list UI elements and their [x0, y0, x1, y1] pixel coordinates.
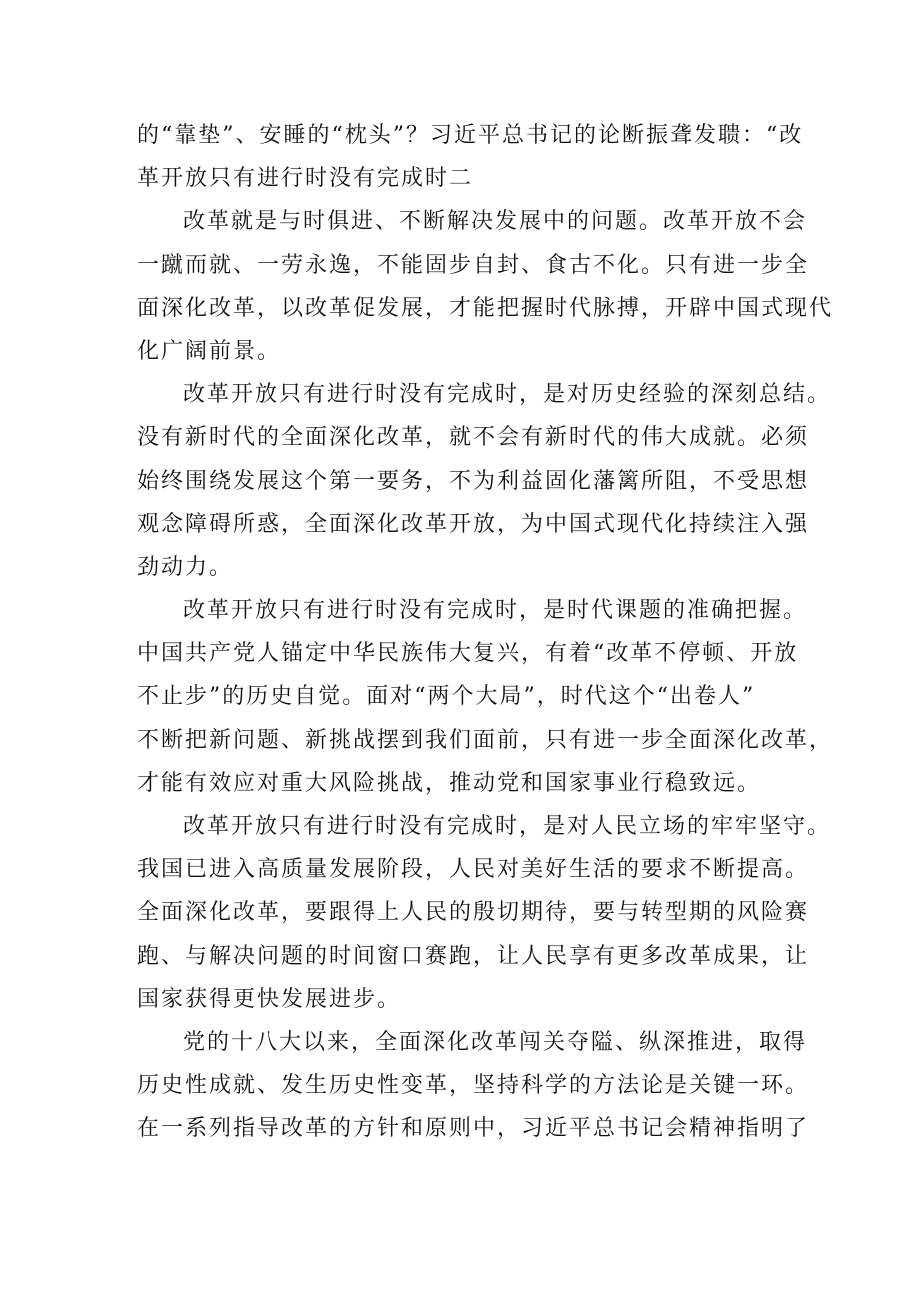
text-line: 不断把新问题、新挑战摆到我们面前，只有进一步全面深化改革，	[137, 727, 834, 753]
text-line: 跑、与解决问题的时间窗口赛跑，让人民享有更多改革成果，让	[137, 943, 810, 969]
paragraph-start-line: 改革开放只有进行时没有完成时，是时代课题的准确把握。	[183, 598, 808, 624]
text-line: 全面深化改革，要跟得上人民的殷切期待，要与转型期的风险赛	[137, 900, 810, 926]
text-line: 革开放只有进行时没有完成时二	[137, 166, 474, 192]
text-line: 国家获得更快发展进步。	[137, 986, 402, 1012]
text-line: 劲动力。	[137, 554, 234, 580]
text-line: 在一系列指导改革的方针和原则中，习近平总书记会精神指明了	[137, 1116, 810, 1142]
text-line: 没有新时代的全面深化改革，就不会有新时代的伟大成就。必须	[137, 425, 810, 451]
text-line: 化广阔前景。	[137, 338, 282, 364]
text-line: 一蹴而就、一劳永逸，不能固步自封、食古不化。只有进一步全	[137, 252, 810, 278]
text-line: 中国共产党人锚定中华民族伟大复兴，有着“改革不停顿、开放	[137, 641, 799, 667]
text-line: 面深化改革，以改革促发展，才能把握时代脉搏，开辟中国式现代	[137, 295, 834, 321]
text-line: 始终围绕发展这个第一要务，不为利益固化藩篱所阻，不受思想	[137, 468, 810, 494]
text-line: 历史性成就、发生历史性变革，坚持科学的方法论是关键一环。	[137, 1073, 810, 1099]
text-line: 观念障碍所惑，全面深化改革开放，为中国式现代化持续注入强	[137, 511, 810, 537]
body-text	[137, 114, 834, 1151]
text-line: 我国已进入高质量发展阶段，人民对美好生活的要求不断提高。	[137, 857, 810, 883]
paragraph-start-line: 改革开放只有进行时没有完成时，是对历史经验的深刻总结。	[183, 382, 832, 408]
paragraph-start-line: 改革开放只有进行时没有完成时，是对人民立场的牢牢坚守。	[183, 814, 832, 839]
paragraph-start-line: 改革就是与时俱进、不断解决发展中的问题。改革开放不会	[183, 209, 808, 235]
text-line: 才能有效应对重大风险挑战，推动党和国家事业行稳致远。	[137, 770, 762, 796]
paragraph-start-line: 党的十八大以来，全面深化改革闯关夺隘、纵深推进，取得	[183, 1029, 808, 1055]
text-line: 的“靠垫”、安睡的“枕头”？习近平总书记的论断振聋发聩：“改	[137, 123, 804, 148]
text-line: 不止步”的历史自觉。面对“两个大局”，时代这个“出卷人”	[137, 684, 756, 710]
